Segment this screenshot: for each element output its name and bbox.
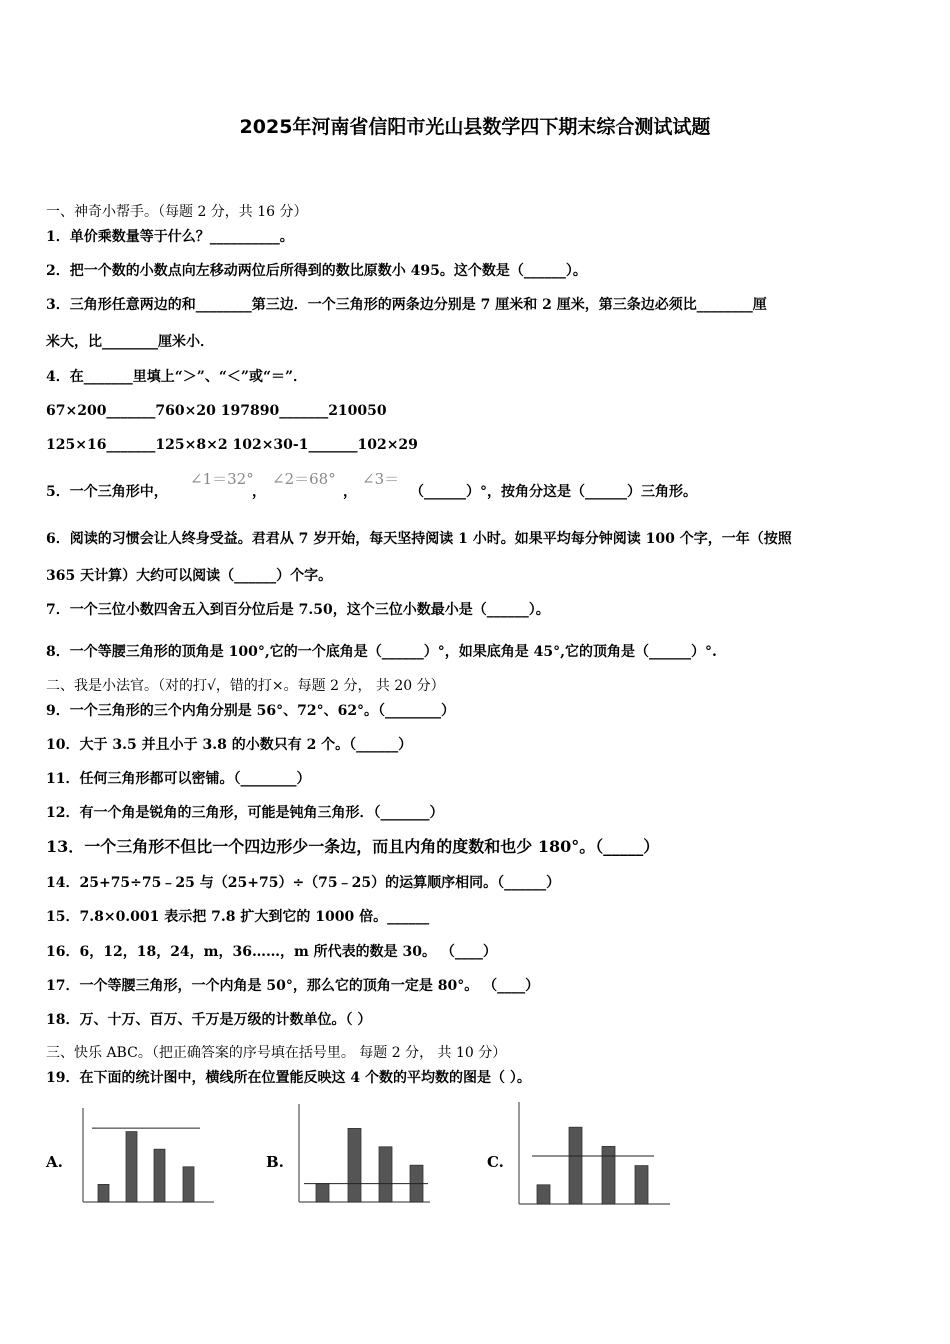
bar: [98, 1184, 109, 1202]
question-5-prefix: 5．一个三角形中，: [46, 484, 168, 500]
question-12: 12．有一个角是锐角的三角形，可能是钝角三角形．（_______）: [46, 805, 444, 821]
question-19: 19．在下面的统计图中，横线所在位置能反映这 4 个数的平均数的图是（ ）。: [46, 1070, 531, 1086]
question-3-line2: 米大，比________厘米小．: [46, 334, 214, 350]
page-title: 2025年河南省信阳市光山县数学四下期末综合测试试题: [239, 116, 711, 138]
angle-1-formula: ∠1＝32°: [190, 470, 254, 488]
question-18: 18．万、十万、百万、千万是万级的计数单位。（ ）: [46, 1012, 372, 1028]
separator: ，: [343, 484, 357, 500]
question-11: 11．任何三角形都可以密铺。（________）: [46, 771, 311, 787]
question-4-row2: 125×16_______125×8×2 102×30-1_______102×29: [46, 437, 418, 453]
bar: [379, 1147, 392, 1202]
question-4-row1: 67×200_______760×20 197890_______210050: [46, 403, 387, 419]
question-3-line1: 3．三角形任意两边的和________第三边．一个三角形的两条边分别是 7 厘米和 2 厘米，第三条边必须比________厘: [46, 297, 767, 313]
bar: [126, 1132, 137, 1202]
question-7: 7．一个三位小数四舍五入到百分位后是 7.50，这个三位小数最小是（______）。: [46, 602, 550, 618]
question-5-suffix: （______）°，按角分这是（______）三角形。: [410, 484, 697, 500]
separator: ，: [252, 484, 266, 500]
question-13: 13．一个三角形不但比一个四边形少一条边，而且内角的度数和也少 180°。（_____）: [46, 837, 660, 856]
question-6-line2: 365 天计算）大约可以阅读（______）个字。: [46, 568, 333, 584]
question-8: 8．一个等腰三角形的顶角是 100°,它的一个底角是（______）°，如果底角是 45°,它的顶角是（______）°.: [46, 644, 717, 660]
chart-option-b: [298, 1104, 430, 1204]
bar: [602, 1146, 615, 1204]
question-2: 2．把一个数的小数点向左移动两位后所得到的数比原数小 495。这个数是（______）。: [46, 263, 587, 279]
section-3-heading: 三、快乐 ABC。（把正确答案的序号填在括号里。 每题 2 分， 共 10 分）: [46, 1045, 507, 1061]
section-1-heading: 一、神奇小帮手。（每题 2 分，共 16 分）: [46, 204, 308, 220]
question-9: 9．一个三角形的三个内角分别是 56°、72°、62°。（________）: [46, 703, 456, 719]
question-17: 17．一个等腰三角形，一个内角是 50°，那么它的顶角一定是 80°。 （____）: [46, 978, 540, 994]
angle-3-formula: ∠3＝: [362, 470, 400, 488]
question-4: 4．在_______里填上“＞”、“＜”或“＝”．: [46, 369, 308, 385]
bar: [635, 1166, 648, 1204]
question-14: 14．25+75÷75﹣25 与（25+75）÷（75﹣25）的运算顺序相同。（______）: [46, 875, 561, 891]
option-a-label: A.: [46, 1153, 63, 1171]
question-10: 10．大于 3.5 并且小于 3.8 的小数只有 2 个。（______）: [46, 737, 413, 753]
chart-option-c: [518, 1102, 670, 1206]
bar: [569, 1127, 582, 1204]
question-15: 15．7.8×0.001 表示把 7.8 扩大到它的 1000 倍。______: [46, 909, 430, 925]
bar: [316, 1184, 329, 1202]
chart-option-a: [82, 1108, 214, 1204]
bar: [183, 1167, 194, 1202]
bar: [348, 1128, 361, 1202]
option-c-label: C.: [487, 1153, 504, 1171]
question-6-line1: 6．阅读的习惯会让人终身受益。君君从 7 岁开始，每天坚持阅读 1 小时。如果平均每分钟阅读 100 个字，一年（按照: [46, 531, 792, 547]
question-16: 16．6，12，18，24，m，36……，m 所代表的数是 30。 （____）: [46, 944, 497, 960]
bar: [154, 1149, 165, 1202]
bar: [537, 1185, 550, 1204]
section-2-heading: 二、我是小法官。（对的打√，错的打×。每题 2 分， 共 20 分）: [46, 678, 445, 694]
angle-2-formula: ∠2＝68°: [272, 470, 336, 488]
option-b-label: B.: [266, 1153, 284, 1171]
question-1: 1．单价乘数量等于什么？__________。: [46, 229, 294, 245]
